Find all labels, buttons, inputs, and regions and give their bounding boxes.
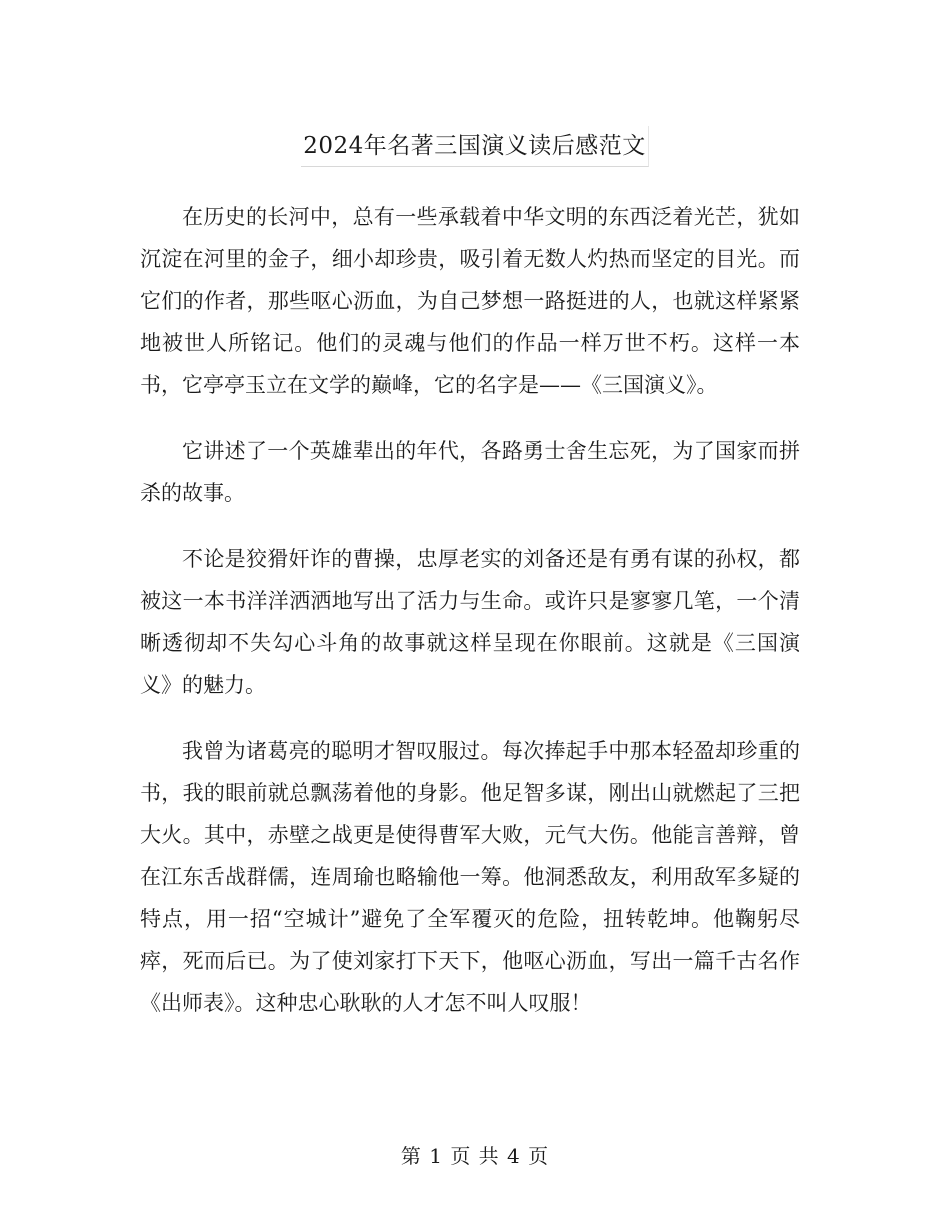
paragraph-1: 在历史的长河中，总有一些承载着中华文明的东西泛着光芒，犹如沉淀在河里的金子，细小却珍贵，吸引着无数人灼热而坚定的目光。而它们的作者，那些呕心沥血，为自己梦想一路挺进的人，也就这样紧紧地被世人所铭记。他们的灵魂与他们的作品一样万世不朽。这样一本书，它亭亭玉立在文学的巅峰，它的名字是——《三国演义》。: [140, 205, 800, 397]
paragraph-2: 它讲述了一个英雄辈出的年代，各路勇士舍生忘死，为了国家而拼杀的故事。: [140, 439, 800, 505]
paragraph-3: 不论是狡猾奸诈的曹操，忠厚老实的刘备还是有勇有谋的孙权，都被这一本书洋洋洒洒地写出了活力与生命。或许只是寥寥几笔，一个清晰透彻却不失勾心斗角的故事就这样呈现在你眼前。这就是《三国演义》的魅力。: [140, 547, 800, 697]
document-body: [140, 196, 800, 1048]
page-number: 第 1 页 共 4 页: [400, 1144, 550, 1168]
page-footer: [0, 1140, 950, 1172]
paragraph-4: 我曾为诸葛亮的聪明才智叹服过。每次捧起手中那本轻盈却珍重的书，我的眼前就总飘荡着他的身影。他足智多谋，刚出山就燃起了三把大火。其中，赤壁之战更是使得曹军大败，元气大伤。他能言善辩，曾在江东舌战群儒，连周瑜也略输他一筹。他洞悉敌友，利用敌军多疑的特点，用一招“空城计”避免了全军覆灭的危险，扭转乾坤。他鞠躬尽瘁，死而后已。为了使刘家打下天下，他呕心沥血，写出一篇千古名作《出师表》。这种忠心耿耿的人才怎不叫人叹服！: [140, 739, 800, 1015]
title-container: [0, 126, 950, 167]
document-title: 2024年名著三国演义读后感范文: [301, 126, 649, 167]
